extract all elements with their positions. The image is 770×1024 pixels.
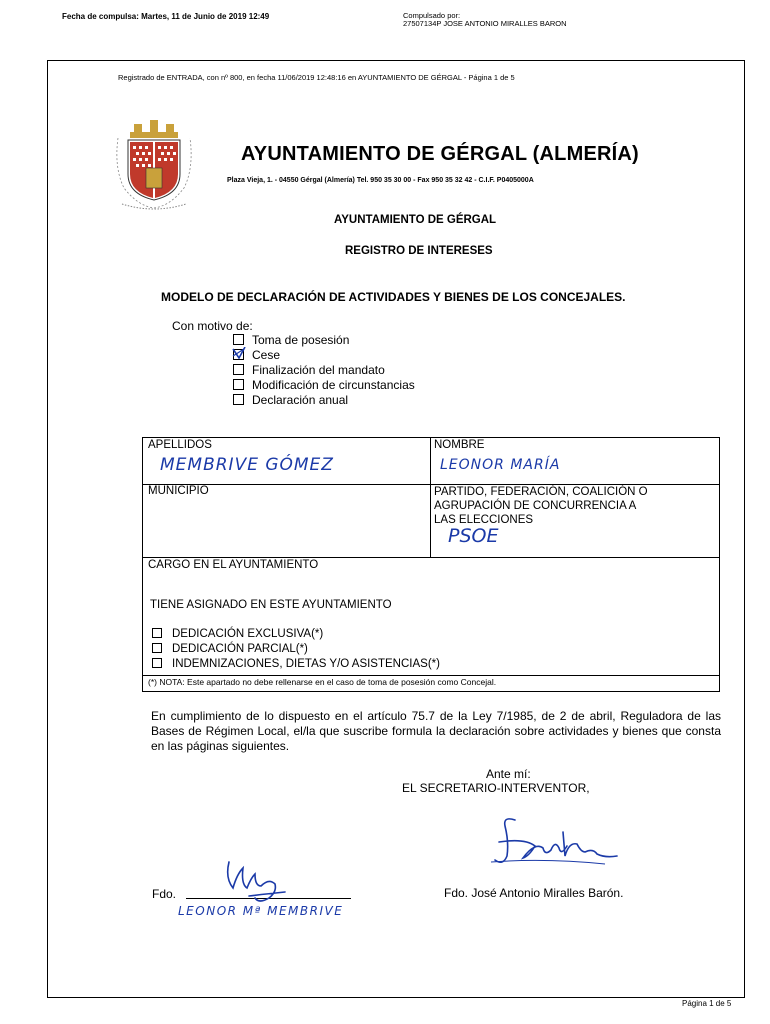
cargo-label: CARGO EN EL AYUNTAMIENTO <box>148 559 319 571</box>
page-footer: Página 1 de 5 <box>682 999 732 1008</box>
apellidos-value[interactable]: MEMBRIVE GÓMEZ <box>160 455 334 475</box>
firma-declarante-label: Fdo. <box>152 887 177 901</box>
checkbox-icon[interactable] <box>233 379 244 390</box>
body-paragraph: En cumplimiento de lo dispuesto en el artículo 75.7 de la Ley 7/1985, de 2 de abril, Reguladora de las Bases de Régimen Local, el/la que suscribe formula la declaración sobre actividades y bienes que consta en las páginas siguientes. <box>151 709 721 753</box>
option-toma-posesion[interactable] <box>233 333 349 347</box>
firma-declarante-name: LEONOR Mª MEMBRIVE <box>178 904 344 918</box>
apellidos-label: APELLIDOS <box>148 439 212 451</box>
declarant-signature-icon <box>215 848 305 910</box>
compulsado-por-name: 27507134P JOSE ANTONIO MIRALLES BARON <box>403 19 567 28</box>
option-label: Finalización del mandato <box>252 363 385 377</box>
indemnizaciones-option[interactable] <box>152 658 440 670</box>
option-finalizacion[interactable] <box>233 363 385 377</box>
checked-checkbox-icon[interactable] <box>233 349 244 360</box>
heading-modelo: MODELO DE DECLARACIÓN DE ACTIVIDADES Y BIENES DE LOS CONCEJALES. <box>161 290 626 304</box>
heading-registro: REGISTRO DE INTERESES <box>345 245 493 257</box>
registration-line: Registrado de ENTRADA, con nº 800, en fecha 11/06/2019 12:48:16 en AYUNTAMIENTO DE GÉRGAL - Página 1 de 5 <box>118 73 515 82</box>
checkbox-icon[interactable] <box>233 364 244 375</box>
option-label: INDEMNIZACIONES, DIETAS Y/O ASISTENCIAS(*) <box>172 658 440 670</box>
checkbox-icon[interactable] <box>233 394 244 405</box>
checkbox-icon[interactable] <box>233 334 244 345</box>
option-cese[interactable] <box>233 348 280 362</box>
secretario-label: EL SECRETARIO-INTERVENTOR, <box>402 781 590 795</box>
checkbox-icon[interactable] <box>152 643 162 653</box>
option-label: Declaración anual <box>252 393 349 407</box>
compulsa-date: Fecha de compulsa: Martes, 11 de Junio de 2019 12:49 <box>62 12 270 21</box>
nombre-value[interactable]: LEONOR MARÍA <box>440 457 561 473</box>
check-mark-icon <box>232 347 246 361</box>
firma-secretario-label: Fdo. José Antonio Miralles Barón. <box>444 886 624 900</box>
declaration-form-table <box>142 437 720 692</box>
secretary-signature-icon <box>485 812 625 874</box>
option-label: Modificación de circunstancias <box>252 378 415 392</box>
option-label: DEDICACIÓN EXCLUSIVA(*) <box>172 628 324 640</box>
heading-ayuntamiento: AYUNTAMIENTO DE GÉRGAL <box>334 214 497 226</box>
compulsado-por <box>403 12 567 28</box>
letterhead-address: Plaza Vieja, 1. - 04550 Gérgal (Almería) Tel. 950 35 30 00 - Fax 950 35 32 42 - C.I.F. P0405000A <box>227 177 534 184</box>
option-label: DEDICACIÓN PARCIAL(*) <box>172 643 308 655</box>
option-modificacion[interactable] <box>233 378 415 392</box>
option-declaracion-anual[interactable] <box>233 393 348 407</box>
municipio-label: MUNICIPIO <box>148 485 209 497</box>
dedicacion-exclusiva-option[interactable] <box>152 628 323 640</box>
option-label: Toma de posesión <box>252 333 350 347</box>
motivo-label: Con motivo de: <box>172 319 253 333</box>
dedicacion-parcial-option[interactable] <box>152 643 308 655</box>
tiene-asignado-label: TIENE ASIGNADO EN ESTE AYUNTAMIENTO <box>150 599 392 611</box>
letterhead-title: AYUNTAMIENTO DE GÉRGAL (ALMERÍA) <box>241 143 639 165</box>
partido-label-line: LAS ELECCIONES <box>434 514 534 526</box>
nombre-label: NOMBRE <box>434 439 485 451</box>
checkbox-icon[interactable] <box>152 628 162 638</box>
partido-label <box>434 485 648 527</box>
ante-mi-label: Ante mí: <box>486 767 531 781</box>
partido-label-line: AGRUPACIÓN DE CONCURRENCIA A <box>434 500 637 512</box>
checkbox-icon[interactable] <box>152 658 162 668</box>
option-label: Cese <box>252 348 281 362</box>
municipal-crest-icon <box>110 118 198 210</box>
compulsado-por-label: Compulsado por: <box>403 11 461 20</box>
partido-label-line: PARTIDO, FEDERACIÓN, COALICIÓN O <box>434 486 648 498</box>
partido-value[interactable]: PSOE <box>448 525 499 547</box>
nota-text: (*) NOTA: Este apartado no debe rellenarse en el caso de toma de posesión como Concejal. <box>148 677 497 687</box>
